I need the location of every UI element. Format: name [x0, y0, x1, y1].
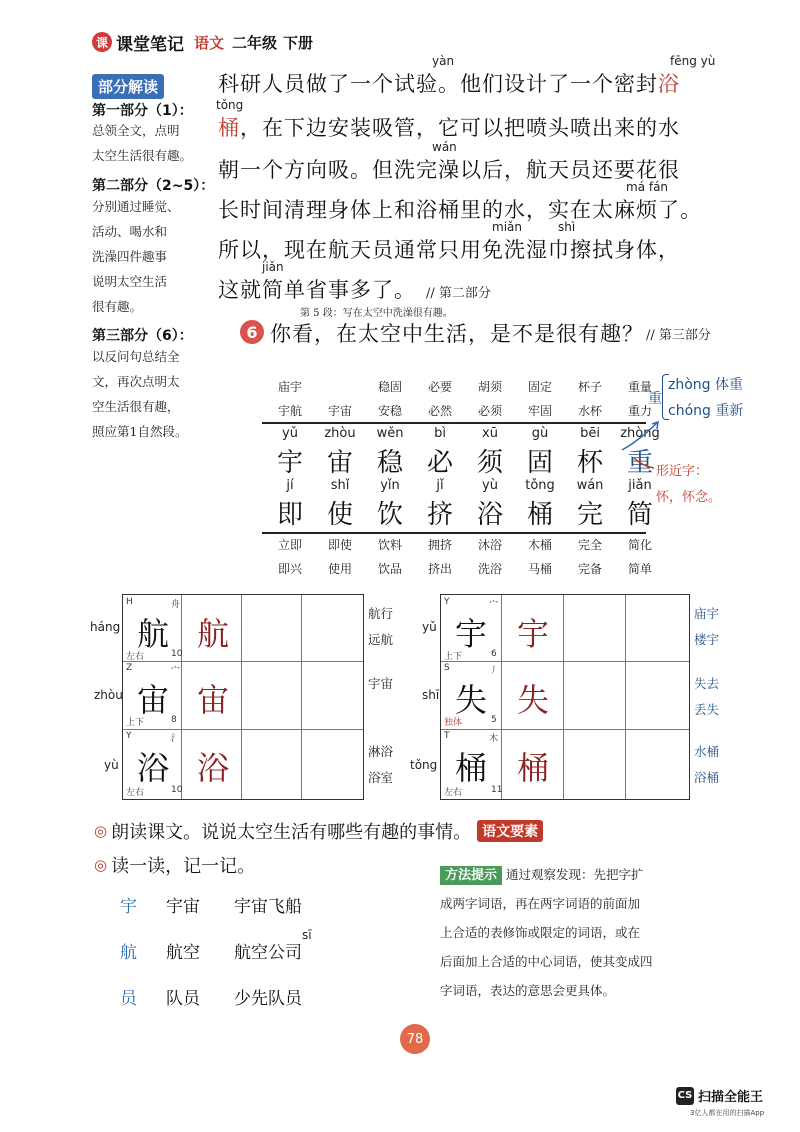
grid-word: 航行	[368, 606, 394, 621]
grid-trace-yu: 浴	[196, 749, 229, 787]
header-brand	[92, 30, 313, 54]
grid-trace-zhou: 宙	[196, 681, 229, 719]
char-row2: 即 使 饮 挤 浴 桶 完 简	[276, 500, 653, 530]
task-1	[94, 818, 543, 844]
grid-radical: 木	[489, 734, 499, 744]
grid-trace-yu: 宇	[516, 615, 549, 653]
grid-word: 水桶	[694, 744, 720, 759]
grid-trace-tong: 桶	[516, 749, 549, 787]
passage-line-5: 所以，现在航天员通常只用免洗湿巾擦拭身体，	[218, 238, 680, 262]
scanner-sub: 3亿人都在用的扫描App	[690, 1109, 765, 1117]
grid-letter: Y	[444, 597, 450, 607]
grid-word: 楼宇	[694, 632, 720, 647]
grid-radical: 舟	[171, 600, 181, 610]
grid-word: 宇宙	[368, 676, 394, 691]
pinyin-shi: shì	[558, 220, 576, 234]
pinyin-mian: miǎn	[492, 220, 522, 234]
grid-strokes: 10	[171, 649, 183, 659]
bullet-icon: ◎	[94, 822, 108, 840]
read-row: 宇 宇宙 宇宙飞船	[120, 897, 302, 917]
grid-char-hang: 航	[136, 615, 169, 653]
grid-struct: 左右	[444, 788, 463, 798]
tip-tag: 方法提示	[440, 866, 502, 885]
grid-word: 失去	[694, 676, 720, 691]
passage-line-2: 桶，在下边安装吸管，它可以把喷头喷出来的水	[218, 116, 680, 140]
char-words-bot-2: 即兴 使用 饮品 挤出 洗浴 马桶 完备 简单	[277, 562, 652, 576]
scanner-name: 扫描全能王	[698, 1090, 764, 1105]
grid-letter: Z	[126, 663, 133, 673]
grid-strokes: 8	[171, 715, 177, 725]
grid-radical: 宀	[171, 666, 181, 676]
grid-strokes: 11	[491, 785, 503, 795]
char-words-top-1: 庙宇 稳固 必要 胡须 固定 杯子 重量	[277, 380, 652, 394]
grid-strokes: 6	[491, 649, 497, 659]
bullet-icon: ◎	[94, 856, 108, 874]
grid-struct: 独体	[444, 718, 463, 728]
paragraph5-note: 第 5 段：写在太空中洗澡很有趣。	[300, 308, 453, 319]
pinyin-jian: jiǎn	[262, 260, 284, 274]
writing-grid-left	[122, 594, 364, 800]
sidebar-tag: 部分解读	[92, 74, 164, 99]
grid-word: 丢失	[694, 702, 720, 717]
grid-strokes: 10	[171, 785, 183, 795]
passage-line-7: 你看，在太空中生活，是不是很有趣？	[270, 322, 644, 346]
scanner-watermark	[676, 1086, 763, 1105]
pinyin-yan: yàn	[432, 54, 455, 68]
grid-struct: 左右	[126, 788, 145, 798]
task-1-text: 朗读课文。说说太空生活有哪些有趣的事情。	[111, 822, 472, 843]
char-words-bot-1: 立即 即使 饮料 拥挤 沐浴 木桶 完全 简化	[277, 538, 652, 552]
grid-char-shi: 失	[454, 681, 487, 719]
char-row2-pinyin: jí shǐ yǐn jǐ yù tǒng wán jiǎn	[286, 478, 652, 493]
subject: 语文	[194, 33, 225, 52]
task-1-tag: 语文要素	[477, 820, 543, 842]
grid-letter: Y	[126, 731, 132, 741]
grid-char-zhou: 宙	[136, 681, 169, 719]
scanner-logo-icon: CS	[676, 1087, 694, 1105]
polyphone-char: 重	[648, 391, 662, 407]
table-line-bottom	[262, 532, 646, 534]
passage-line-1: 科研人员做了一个试验。他们设计了一个密封浴	[218, 72, 680, 96]
grade: 二年级	[232, 33, 278, 52]
read-list	[120, 892, 360, 1030]
part1-text: 总领全文，点明 太空生活很有趣。	[92, 123, 193, 163]
grid-word: 浴桶	[694, 770, 720, 785]
grid-struct: 上下	[444, 652, 463, 662]
part2-text: 分别通过睡觉、 活动、喝水和 洗澡四件趣事 说明太空生活 很有趣。	[92, 199, 180, 314]
grid-strokes: 5	[491, 715, 497, 725]
pinyin-si: sī	[302, 928, 312, 942]
grid-word: 远航	[368, 632, 394, 647]
paragraph-number-6: 6	[240, 320, 264, 344]
similar-char-words: 怀，怀念。	[656, 490, 722, 505]
grid-letter: H	[126, 597, 133, 607]
grid-letter: S	[444, 663, 450, 673]
part3-text: 以反问句总结全 文，再次点明太 空生活很有趣， 照应第1自然段。	[92, 349, 188, 439]
grid-word: 淋浴	[368, 744, 394, 759]
passage-line-3: 朝一个方向吸。但洗完澡以后，航天员还要花很	[218, 158, 680, 182]
passage-line-6: 这就简单省事多了。	[218, 278, 416, 302]
table-line-top	[262, 422, 646, 424]
grid-letter: T	[444, 731, 450, 741]
grid-pinyin: shī	[422, 688, 440, 702]
part2-title: 第二部分（2~5）：	[92, 178, 215, 194]
passage-line-4: 长时间清理身体上和浴桶里的水，实在太麻烦了。	[218, 198, 702, 222]
pinyin-wan: wán	[432, 140, 457, 154]
brand-logo-icon: 课	[92, 32, 112, 52]
term: 下册	[283, 33, 314, 52]
char-row1: 宇 宙 稳 必 须 固 杯 重	[276, 448, 653, 478]
polyphone-2: chóng 重新	[668, 403, 744, 419]
read-row: 员 队员 少先队员	[120, 989, 302, 1009]
grid-trace-shi: 失	[516, 681, 549, 719]
grid-trace-hang: 航	[196, 615, 229, 653]
part1-title: 第一部分（1）：	[92, 103, 193, 119]
writing-grid-right	[440, 594, 690, 800]
grid-pinyin: háng	[90, 620, 121, 634]
grid-word: 浴室	[368, 770, 394, 785]
pinyin-mafan: má fán	[626, 180, 669, 194]
grid-char-yu: 浴	[136, 749, 169, 787]
grid-struct: 左右	[126, 652, 145, 662]
part2-mark: // 第二部分	[426, 286, 491, 301]
char-row1-pinyin: yǔ zhòu wěn bì xū gù bēi zhòng	[282, 426, 660, 441]
page-number: 78	[400, 1024, 430, 1054]
task-2-text: 读一读，记一记。	[111, 856, 256, 877]
grid-radical: 丿	[489, 666, 499, 676]
grid-pinyin: tǒng	[410, 758, 438, 772]
pinyin-tong: tǒng	[216, 98, 244, 112]
char-words-top-2: 宇航 宇宙 安稳 必然 必须 牢固 水杯 重力	[277, 404, 652, 418]
part3-mark: // 第三部分	[646, 328, 711, 343]
brand-name: 课堂笔记	[116, 34, 184, 55]
grid-struct: 上下	[126, 718, 145, 728]
method-tip: 方法提示 通过观察发现：先把字扩 成两字词语，再在两字词语的前面加 上合适的表修饰或限定的词语，或在 后面加上合适的中心词语，使其变成四 字词语，表达的意思会更具体。	[440, 867, 653, 998]
task-2	[94, 852, 255, 878]
polyphone-1: zhòng 体重	[668, 377, 743, 393]
grid-pinyin: yù	[104, 758, 119, 772]
grid-pinyin: zhòu	[94, 688, 123, 702]
grid-char-yu: 宇	[454, 615, 487, 653]
part3-title: 第三部分（6）：	[92, 328, 193, 344]
pinyin-fengyu: fēng yù	[670, 54, 716, 68]
grid-radical: 氵	[171, 734, 181, 744]
grid-radical: 宀	[489, 600, 499, 610]
read-row: 航 航空 航空公司	[120, 943, 302, 963]
grid-word: 庙宇	[694, 606, 720, 621]
grid-char-tong: 桶	[454, 749, 487, 787]
similar-char-label: 形近字：	[656, 464, 709, 479]
grid-pinyin: yǔ	[422, 620, 437, 634]
